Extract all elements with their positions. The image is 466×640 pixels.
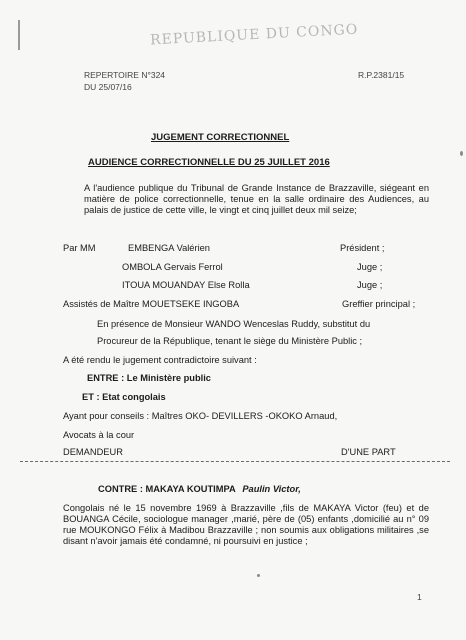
member2-role: Juge ; — [357, 262, 383, 272]
presence-line-1: En présence de Monsieur WANDO Wenceslas Ruddy, substitut du — [97, 319, 371, 329]
member2-name: OMBOLA Gervais Ferrol — [122, 262, 223, 272]
handwritten-mark — [18, 20, 22, 50]
speck — [460, 151, 463, 156]
speck — [257, 574, 260, 577]
repertoire-number: REPERTOIRE N°324 — [84, 70, 166, 80]
faded-stamp: REPUBLIQUE DU CONGO — [149, 21, 359, 49]
rendu-line: A été rendu le jugement contradictoire suivant : — [63, 355, 257, 365]
greffier-role: Greffier principal ; — [342, 299, 416, 309]
dashed-separator — [20, 461, 450, 462]
member1-name: EMBENGA Valérien — [128, 243, 210, 253]
judgment-title: JUGEMENT CORRECTIONNEL — [151, 132, 290, 143]
member1-role: Président ; — [340, 243, 385, 253]
intro-paragraph: A l'audience publique du Tribunal de Grande Instance de Brazzaville, siégeant en matière de police correctionnelle, tenue en la salle ordinaire des Audiences, au palais de justice de cette ville, le vingt et cinq juillet deux mil seize; — [84, 183, 429, 215]
conseils-line: Ayant pour conseils : Maîtres OKO- DEVILLERS -OKOKO Arnaud, — [63, 411, 338, 421]
avocats-line: Avocats à la cour — [63, 430, 135, 440]
repertoire-date: DU 25/07/16 — [84, 82, 132, 92]
hearing-title: AUDIENCE CORRECTIONNELLE DU 25 JUILLET 2016 — [88, 157, 330, 168]
demandeur-label: DEMANDEUR — [63, 447, 123, 457]
member3-name: ITOUA MOUANDAY Else Rolla — [122, 280, 250, 290]
defendant-paragraph: Congolais né le 15 novembre 1969 à Brazzaville ,fils de MAKAYA Victor (feu) et de BOUANGA Cécile, sociologue manager ,marié, père de (05) enfants ,domicilié au n° 09 rue MOUKONGO Félix à Madibou Brazzaville ; non soumis aux obligations militaires ,se disant n'avoir jamais été condamné, ni poursuivi en justice ; — [63, 503, 429, 546]
entre-line: ENTRE : Le Ministère public — [87, 373, 211, 383]
contre-name: Paulin Victor, — [242, 484, 301, 494]
presence-line-2: Procureur de la République, tenant le siège du Ministère Public ; — [97, 336, 363, 346]
une-part-label: D'UNE PART — [341, 447, 396, 457]
assist-line: Assistés de Maître MOUETSEKE INGOBA — [63, 299, 240, 309]
et-line: ET : Etat congolais — [82, 392, 166, 402]
contre-label: CONTRE : MAKAYA KOUTIMPA — [98, 484, 236, 494]
rp-number: R.P.2381/15 — [358, 70, 405, 80]
page-number: 1 — [417, 592, 422, 602]
contre-line — [98, 484, 301, 495]
par-label: Par MM — [63, 243, 96, 253]
member3-role: Juge ; — [357, 280, 383, 290]
